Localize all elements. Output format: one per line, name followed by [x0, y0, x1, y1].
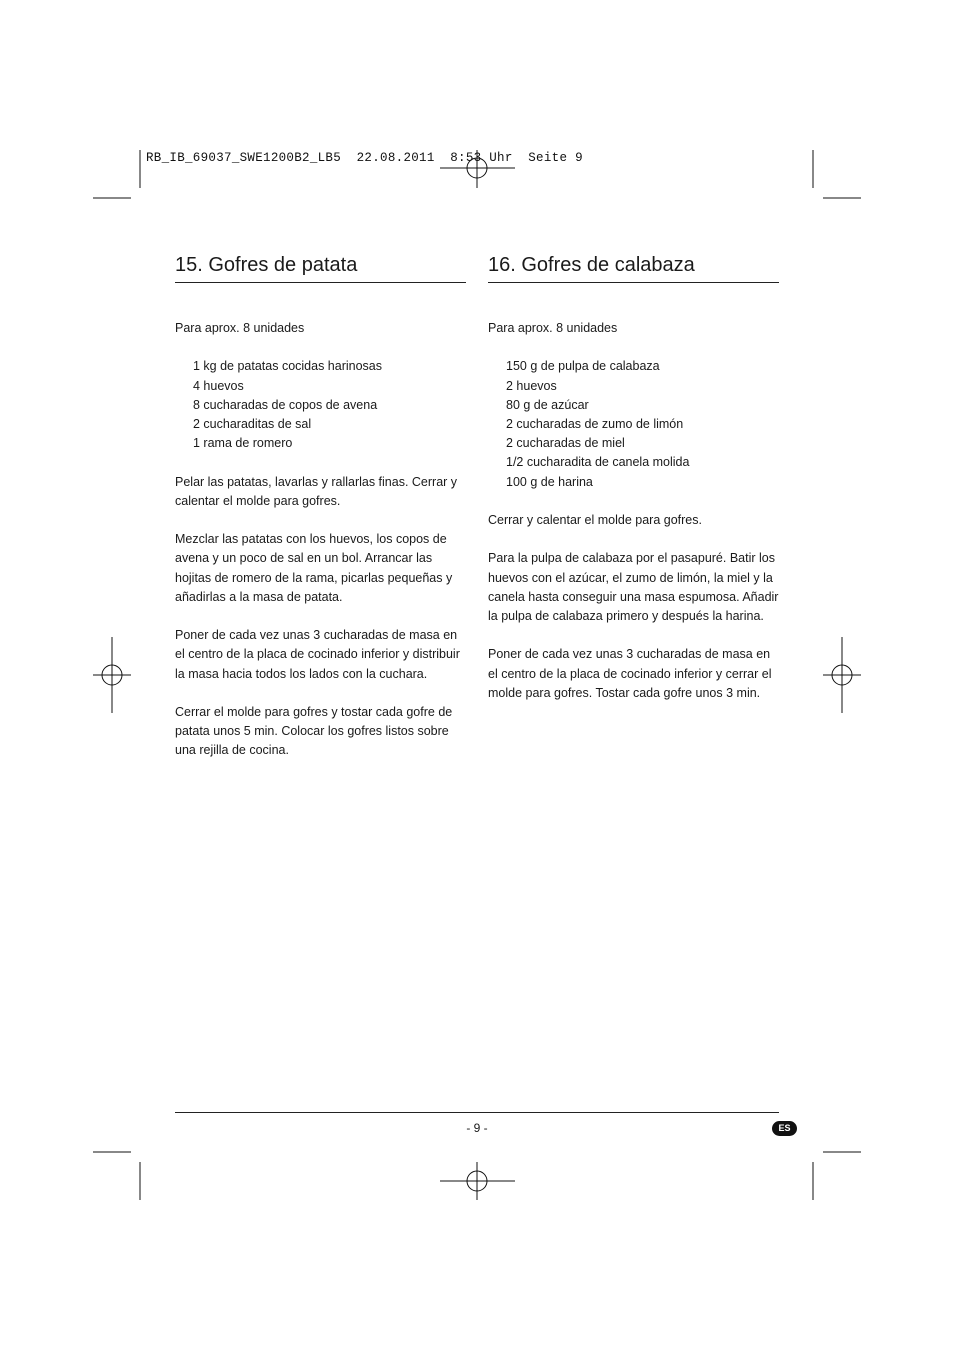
ingredient-item: 2 cucharaditas de sal — [193, 417, 312, 431]
ingredient-item: 2 cucharadas de miel — [506, 436, 625, 451]
language-badge: ES — [772, 1121, 797, 1136]
instruction-paragraph: Poner de cada vez unas 3 cucharadas de masa en el centro de la placa de cocinado inferior y distribuir la masa hacia todos los lados con la cuchara. — [175, 628, 460, 681]
ingredient-item: 2 huevos — [506, 378, 557, 393]
ingredient-list — [488, 357, 779, 491]
ingredient-item: 1 rama de romero — [193, 436, 293, 451]
recipe-yield: Para aprox. 8 unidades — [175, 321, 305, 335]
recipe-potato-waffles — [175, 250, 466, 761]
page-number: - 9 - — [466, 1121, 488, 1135]
ingredient-item: 80 g de azúcar — [506, 397, 589, 412]
ingredient-item: 4 huevos — [193, 378, 244, 393]
recipe-title: 16. Gofres de calabaza — [488, 250, 779, 283]
instruction-paragraph: Cerrar el molde para gofres y tostar cada gofre de patata unos 5 min. Colocar los gofres listos sobre una rejilla de cocina. — [175, 704, 453, 758]
instruction-paragraph: Poner de cada vez unas 3 cucharadas de masa en el centro de la placa de cocinado inferior y cerrar el molde para gofres. Tostar cada gofre unos 3 min. — [488, 647, 772, 700]
ingredient-item: 2 cucharadas de zumo de limón — [506, 417, 684, 431]
ingredient-item: 100 g de harina — [506, 474, 593, 489]
instruction-paragraph: Pelar las patatas, lavarlas y rallarlas finas. Cerrar y calentar el molde para gofres. — [175, 474, 458, 508]
instruction-paragraph: Para la pulpa de calabaza por el pasapuré. Batir los huevos con el azúcar, el zumo de limón, la miel y la canela hasta conseguir una masa espumosa. Añadir la pulpa de calabaza primero y después la harina. — [488, 551, 779, 623]
recipe-title: 15. Gofres de patata — [175, 250, 466, 283]
ingredient-item: 1 kg de patatas cocidas harinosas — [193, 359, 383, 374]
ingredient-item: 150 g de pulpa de calabaza — [506, 359, 660, 374]
ingredient-item: 1/2 cucharadita de canela molida — [506, 455, 690, 470]
instruction-paragraph: Mezclar las patatas con los huevos, los copos de avena y un poco de sal en un bol. Arrancar las hojitas de romero de la rama, picarlas pequeñas y añadirlas a la masa de patata. — [175, 532, 453, 604]
ingredient-list — [175, 357, 466, 453]
recipe-pumpkin-waffles — [488, 250, 779, 703]
footer-divider — [175, 1112, 779, 1113]
instruction-paragraph: Cerrar y calentar el molde para gofres. — [488, 513, 702, 527]
ingredient-item: 8 cucharadas de copos de avena — [193, 397, 378, 412]
print-slug: RB_IB_69037_SWE1200B2_LB5 22.08.2011 8:53 Uhr Seite 9 — [146, 151, 583, 165]
recipe-yield: Para aprox. 8 unidades — [488, 321, 618, 335]
